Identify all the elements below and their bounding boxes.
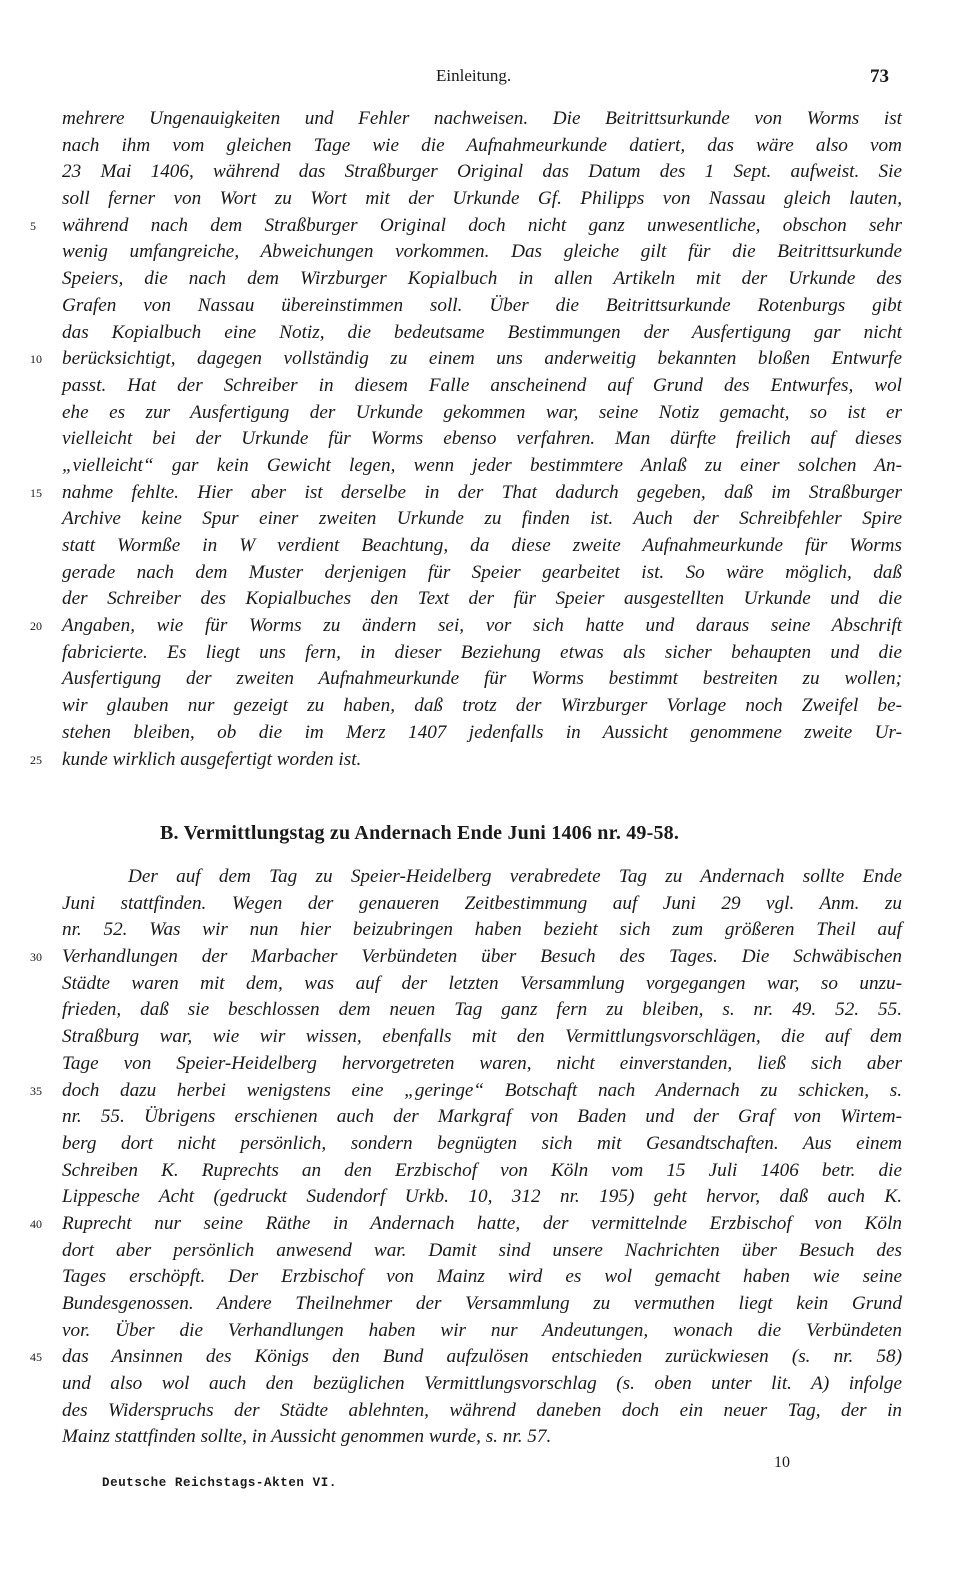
line-number: 25: [30, 752, 42, 767]
text-line: [62, 1051, 902, 1078]
text-line: [62, 560, 902, 587]
text-line: [30, 346, 902, 373]
body-text-part-1: [30, 106, 902, 773]
text-line: [62, 400, 902, 427]
text-line: [62, 1398, 902, 1425]
text-line: [62, 133, 902, 160]
text-line: [62, 533, 902, 560]
body-text-section-b: [30, 864, 902, 1451]
text-line: [62, 1158, 902, 1185]
line-text: stehen bleiben, ob die im Merz 1407 jedenfalls in Aussicht genommene zweite Ur-: [62, 721, 902, 743]
line-number: 30: [30, 950, 42, 965]
line-text: ehe es zur Ausfertigung der Urkunde gekommen war, seine Notiz gemacht, so ist er: [62, 401, 902, 423]
line-number: 40: [30, 1216, 42, 1231]
text-line: [62, 106, 902, 133]
line-text: berücksichtigt, dagegen vollständig zu einem uns anderweitig bekannten bloßen Entwurfe: [62, 348, 902, 370]
line-text: und also wol auch den bezüglichen Vermittlungsvorschlag (s. oben unter lit. A) infolge: [62, 1373, 902, 1395]
line-text: Ausfertigung der zweiten Aufnahmeurkunde für Worms bestimmt bestreiten zu wollen;: [62, 668, 902, 690]
text-line: [62, 239, 902, 266]
line-number: 35: [30, 1083, 42, 1098]
line-text: während nach dem Straßburger Original doch nicht ganz unwesentliche, obschon sehr: [62, 214, 902, 236]
line-text: vor. Über die Verhandlungen haben wir nur Andeutungen, wonach die Verbündeten: [62, 1319, 902, 1341]
line-text: nr. 52. Was wir nun hier beizubringen haben bezieht sich zum größeren Theil auf: [62, 919, 902, 941]
text-line: [62, 1264, 902, 1291]
line-text: wir glauben nur gezeigt zu haben, daß trotz der Wirzburger Vorlage noch Zweifel be-: [62, 695, 902, 717]
text-line: [62, 293, 902, 320]
line-text: Bundesgenossen. Andere Theilnehmer der Versammlung zu vermuthen liegt kein Grund: [62, 1293, 902, 1314]
text-line: [62, 997, 902, 1024]
text-line: [62, 1424, 902, 1451]
text-line: [62, 1318, 902, 1345]
line-text: statt Wormße in W verdient Beachtung, da diese zweite Aufnahmeurkunde für Worms: [62, 535, 902, 556]
line-text: Straßburg war, wie wir wissen, ebenfalls mit den Vermittlungsvorschlägen, die auf dem: [62, 1026, 902, 1048]
text-line: [30, 480, 902, 507]
running-title: Einleitung.: [436, 66, 512, 85]
line-text: das Ansinnen des Königs den Bund aufzulösen entschieden zurückwiesen (s. nr. 58): [62, 1346, 902, 1368]
signature-mark: 10: [774, 1454, 790, 1471]
text-line: [30, 1211, 902, 1238]
text-line: [62, 971, 902, 998]
line-text: doch dazu herbei wenigstens eine „geringe“ Botschaft nach Andernach zu schicken, s.: [62, 1079, 902, 1101]
line-text: nahme fehlte. Hier aber ist derselbe in der That dadurch gegeben, daß im Straßburger: [62, 481, 902, 503]
line-text: Der auf dem Tag zu Speier-Heidelberg verabredete Tag zu Andernach sollte Ende: [128, 866, 902, 887]
line-text: fabricierte. Es liegt uns fern, in dieser Beziehung etwas als sicher behaupten und die: [62, 641, 902, 663]
text-line: [62, 426, 902, 453]
text-line: [62, 1131, 902, 1158]
text-line: [30, 944, 902, 971]
line-text: nach ihm vom gleichen Tage wie die Aufnahmeurkunde datiert, das wäre also vom: [62, 134, 902, 156]
line-text: kunde wirklich ausgefertigt worden ist.: [62, 748, 362, 770]
text-line: [62, 453, 902, 480]
text-line: [62, 1184, 902, 1211]
text-line: [62, 1371, 902, 1398]
line-text: vielleicht bei der Urkunde für Worms ebenso verfahren. Man dürfte freilich auf dieses: [62, 428, 902, 450]
line-text: soll ferner von Wort zu Wort mit der Urkunde Gf. Philipps von Nassau gleich lauten,: [62, 188, 902, 210]
line-text: Juni stattfinden. Wegen der genaueren Zeitbestimmung auf Juni 29 vgl. Anm. zu: [62, 892, 902, 914]
line-number: 45: [30, 1350, 42, 1365]
text-line: [62, 640, 902, 667]
line-text: Speiers, die nach dem Wirzburger Kopialbuch in allen Artikeln mit der Urkunde des: [62, 268, 902, 290]
text-line: [62, 891, 902, 918]
text-line: [62, 917, 902, 944]
line-text: der Schreiber des Kopialbuches den Text der für Speier ausgestellten Urkunde und die: [62, 588, 902, 610]
text-line: [30, 1078, 902, 1105]
line-text: nr. 55. Übrigens erschienen auch der Markgraf von Baden und der Graf von Wirtem-: [62, 1106, 902, 1128]
line-text: „vielleicht“ gar kein Gewicht legen, wenn jeder bestimmtere Anlaß zu einer solchen An-: [62, 454, 902, 476]
text-line: [62, 586, 902, 613]
line-text: das Kopialbuch eine Notiz, die bedeutsame Bestimmungen der Ausfertigung gar nicht: [62, 321, 902, 343]
text-line: [62, 159, 902, 186]
line-text: Schreiben K. Ruprechts an den Erzbischof von Köln vom 15 Juli 1406 betr. die: [62, 1159, 902, 1181]
text-line: [62, 373, 902, 400]
line-text: Städte waren mit dem, was auf der letzten Versammlung vorgegangen war, so unzu-: [62, 972, 902, 994]
text-line: [62, 864, 902, 891]
running-head: [0, 66, 960, 90]
text-line: [62, 720, 902, 747]
line-text: gerade nach dem Muster derjenigen für Speier gearbeitet ist. So wäre möglich, daß: [62, 561, 902, 583]
text-line: [62, 320, 902, 347]
page-number: 73: [870, 66, 889, 87]
text-line: [62, 186, 902, 213]
line-text: Angaben, wie für Worms zu ändern sei, vor sich hatte und daraus seine Abschrift: [62, 615, 902, 637]
line-number: 20: [30, 619, 42, 634]
text-line: [30, 213, 902, 240]
text-line: [62, 1104, 902, 1131]
text-line: [62, 1291, 902, 1318]
line-number: 5: [30, 218, 36, 233]
line-text: Tage von Speier-Heidelberg hervorgetreten waren, nicht einverstanden, ließ sich aber: [62, 1052, 902, 1074]
line-text: dort aber persönlich anwesend war. Damit sind unsere Nachrichten über Besuch des: [62, 1239, 902, 1261]
line-text: berg dort nicht persönlich, sondern begnügten sich mit Gesandtschaften. Aus einem: [62, 1132, 902, 1154]
text-line: [62, 266, 902, 293]
line-text: Tages erschöpft. Der Erzbischof von Mainz wird es wol gemacht haben wie seine: [62, 1266, 902, 1288]
line-text: Lippesche Acht (gedruckt Sudendorf Urkb. 10, 312 nr. 195) geht hervor, daß auch K.: [62, 1186, 902, 1208]
text-line: [62, 1024, 902, 1051]
series-title: Deutsche Reichstags-Akten VI.: [102, 1476, 337, 1490]
line-text: passt. Hat der Schreiber in diesem Falle anscheinend auf Grund des Entwurfes, wol: [62, 374, 902, 396]
line-text: mehrere Ungenauigkeiten und Fehler nachweisen. Die Beitrittsurkunde von Worms ist: [62, 108, 902, 129]
line-text: Archive keine Spur einer zweiten Urkunde zu finden ist. Auch der Schreibfehler Spire: [62, 508, 902, 530]
line-text: wenig umfangreiche, Abweichungen vorkommen. Das gleiche gilt für die Beitrittsurkunde: [62, 241, 902, 263]
line-number: 10: [30, 352, 42, 367]
line-text: Verhandlungen der Marbacher Verbündeten über Besuch des Tages. Die Schwäbischen: [62, 946, 902, 968]
line-number: 15: [30, 485, 42, 500]
line-text: Ruprecht nur seine Räthe in Andernach hatte, der vermittelnde Erzbischof von Köln: [62, 1212, 902, 1234]
text-line: [62, 666, 902, 693]
text-line: [62, 1238, 902, 1265]
text-line: [62, 506, 902, 533]
line-text: frieden, daß sie beschlossen dem neuen Tag ganz fern zu bleiben, s. nr. 49. 52. 55.: [62, 999, 902, 1021]
line-text: Grafen von Nassau übereinstimmen soll. Über die Beitrittsurkunde Rotenburgs gibt: [62, 294, 902, 316]
line-text: des Widerspruchs der Städte ablehnten, während daneben doch ein neuer Tag, der in: [62, 1399, 902, 1421]
line-text: Mainz stattfinden sollte, in Aussicht genommen wurde, s. nr. 57.: [62, 1426, 552, 1448]
text-line: [30, 747, 902, 774]
text-line: [30, 1344, 902, 1371]
text-line: [62, 693, 902, 720]
text-line: [30, 613, 902, 640]
section-heading: B. Vermittlungstag zu Andernach Ende Juni 1406 nr. 49-58.: [160, 822, 680, 844]
line-text: 23 Mai 1406, während das Straßburger Original das Datum des 1 Sept. aufweist. Sie: [62, 161, 902, 183]
